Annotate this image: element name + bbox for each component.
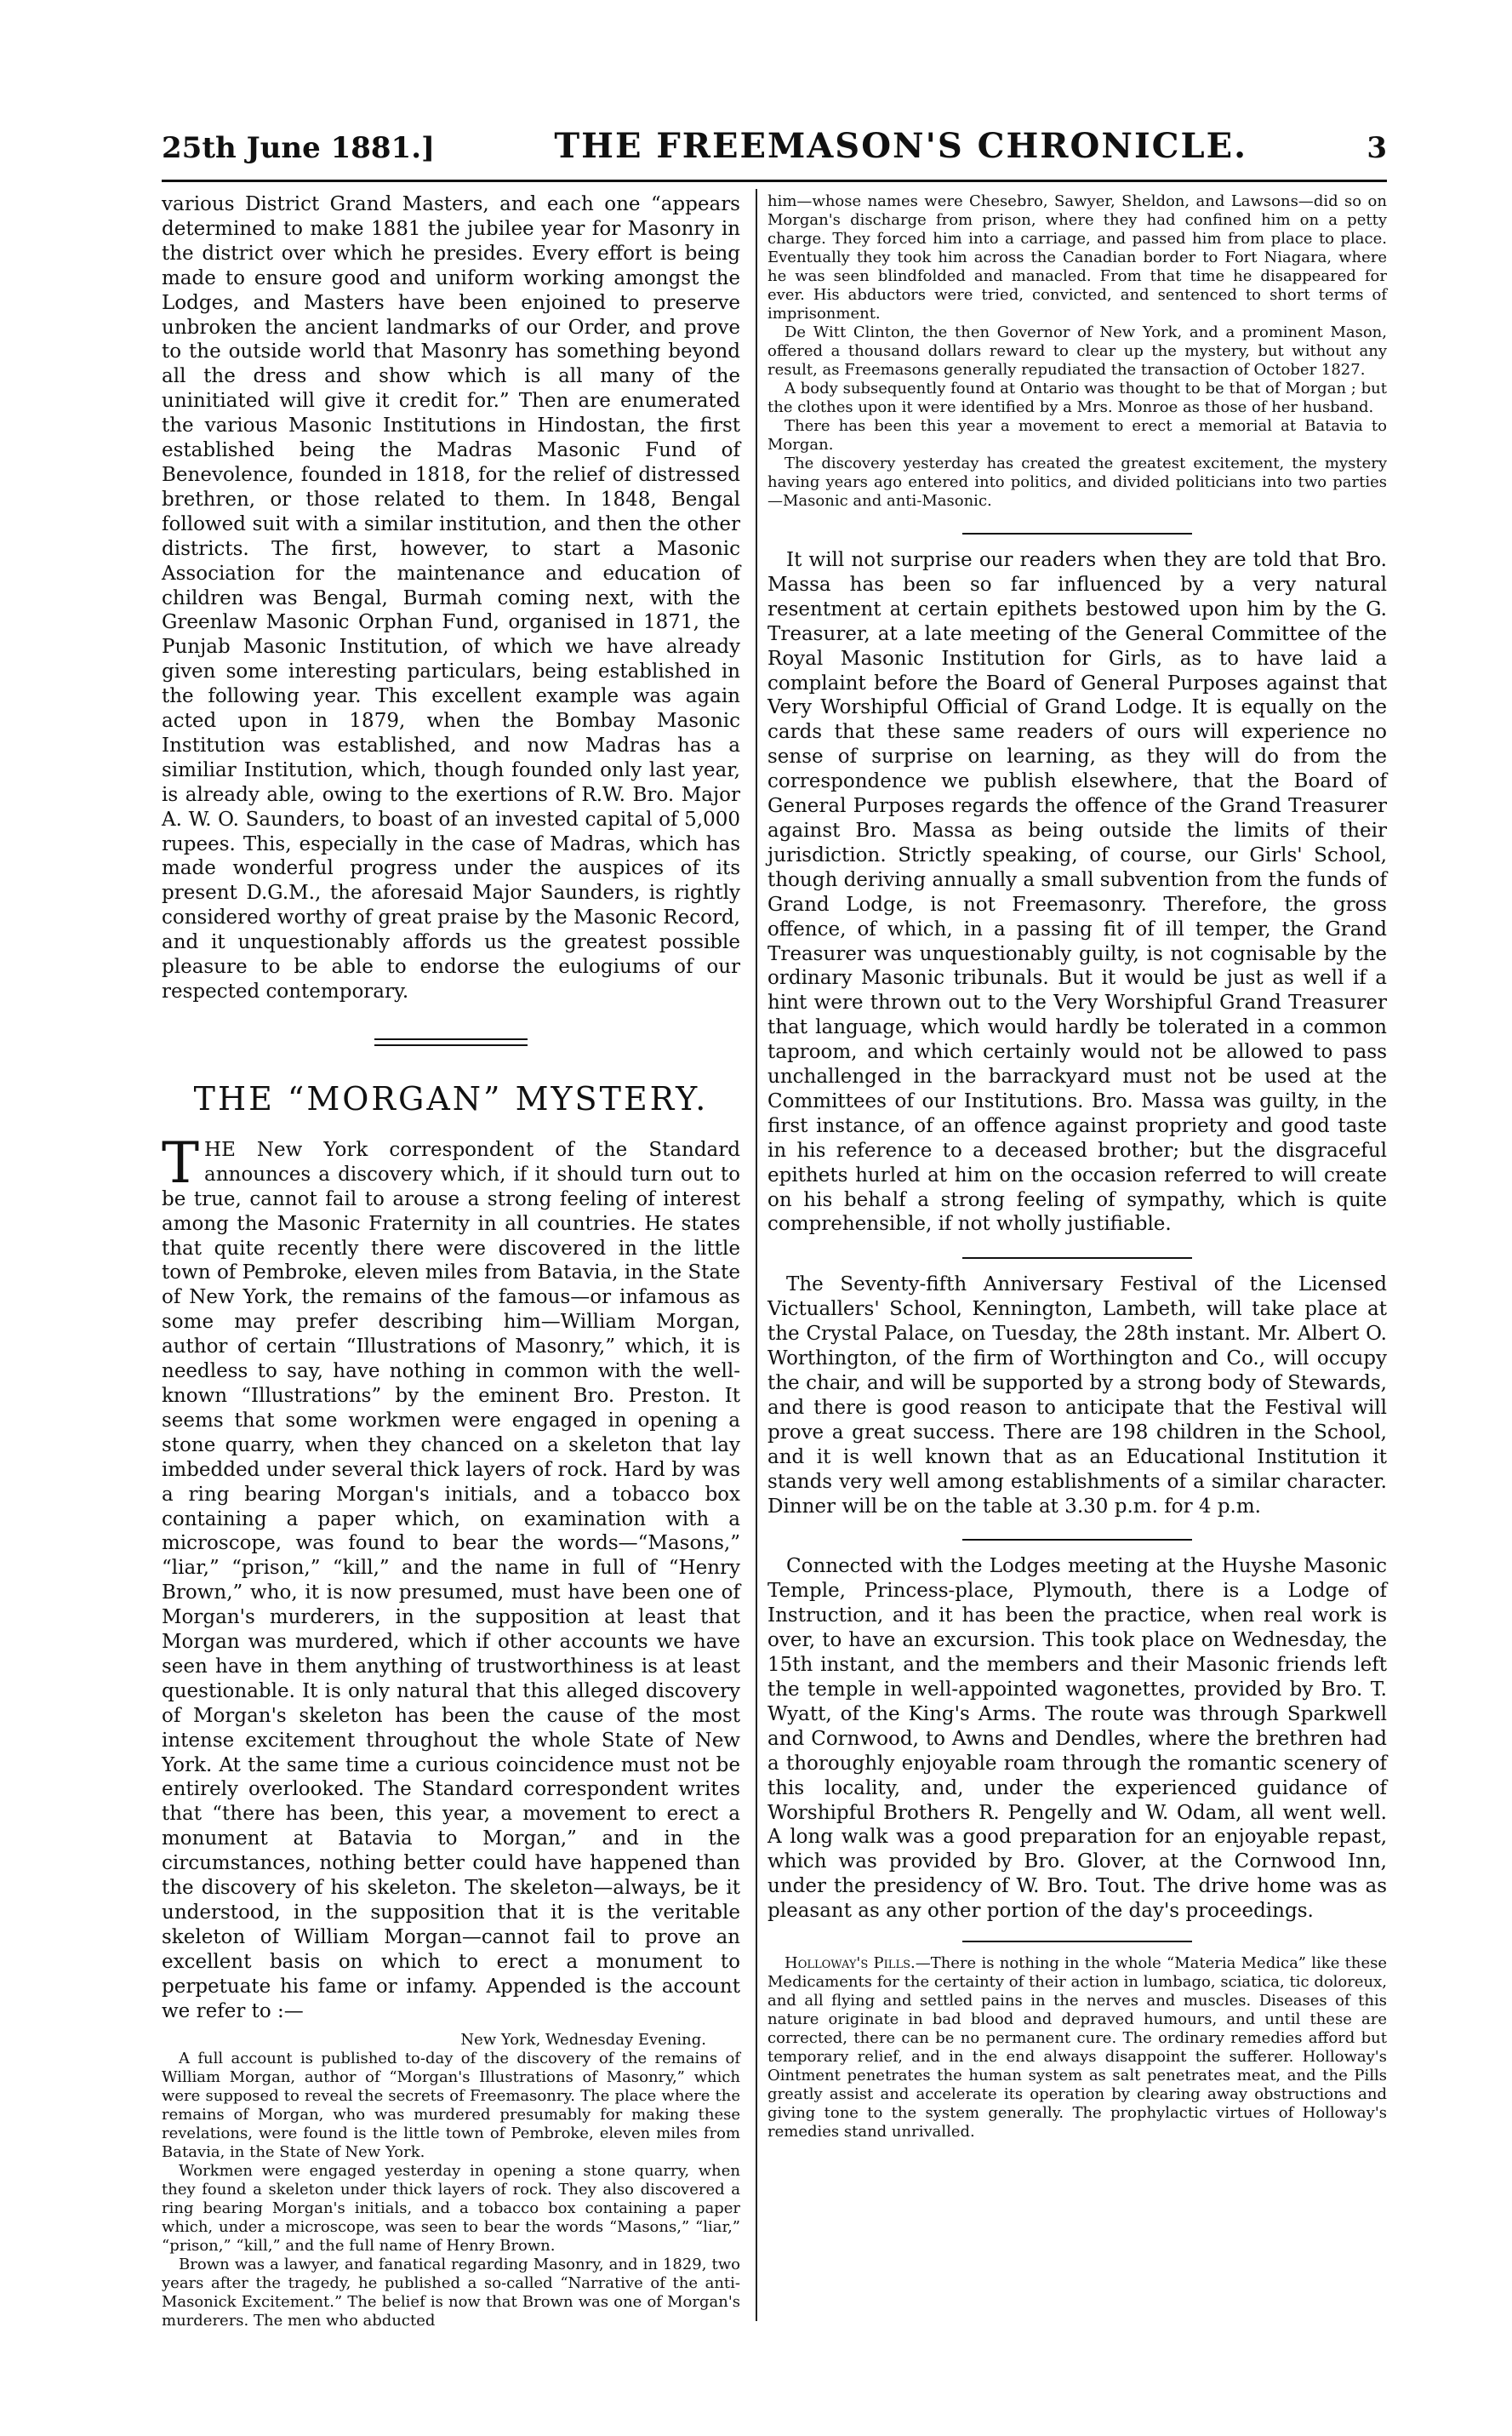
quoted-paragraph: A full account is published to-day of the discovery of the remains of William Morgan, author of “Morgan's Illustrations of Masonry,” which were supposed to reveal the secrets of Freemasonry. The place where the remains of Morgan, who was murdered presumably for making these revelations, were found is the little town of Pembroke, eleven miles from Batavia, in the State of New York. [162, 2049, 740, 2161]
morgan-lead-text: HE New York correspondent of the Standard announces a discovery which, if it should turn out to be true, cannot fail to arouse a strong feeling of interest among the Masonic Fraternity in all countries. He states that quite recently there were discovered in the little town of Pembroke, eleven miles from Batavia, in the State of New York, the remains of the famous—or infamous as some may prefer describing him—William Morgan, author of certain “Illustrations of Masonry,” which, it is needless to say, have nothing in common with the well-known “Illustrations” by the eminent Bro. Preston. It seems that some workmen were engaged in opening a stone quarry, when they chanced on a skeleton that lay imbedded under several thick layers of rock. Hard by was a ring bearing Morgan's initials, and a tobacco box containing a paper which, on examination with a microscope, was found to bear the words—“Masons,” “liar,” “prison,” “kill,” and the name in full of “Henry Brown,” who, it is now presumed, must have been one of Morgan's murderers, in the supposition at least that Morgan was murdered, which if other accounts we have seen have in them anything of trustworthiness is at least questionable. It is only natural that this alleged discovery of Morgan's skeleton has been the cause of the most intense excitement throughout the whole State of New York. At the same time a curious coincidence must not be entirely overlooked. The Standard correspondent writes that “there has been, this year, a movement to erect a monument at Batavia to Morgan,” and in the circumstances, nothing better could have happened than the discovery of his skeleton. The skeleton—always, be it understood, in the supposition that it is the veritable skeleton of William Morgan—cannot fail to prove an excellent basis on which to erect a monument to perpetuate his fame or infamy. Appended is the account we refer to :— [162, 1138, 740, 2022]
advertisement-text: —There is nothing in the whole “Materia Medica” like these Medicaments for the certainty of their action in lumbago, sciatica, tic doloreux, and all flying and settled pains in the nerves and muscles. Diseases of this nature originate in bad blood and depraved humours, and until these are corrected, there can be no permanent cure. The ordinary remedies afford but temporary relief, and in the end always disappoint the sufferer. Holloway's Ointment penetrates the human system as salt penetrates meat, and the Pills greatly assist and accelerate its operation by clearing away obstructions and giving tone to the system generally. The prophylactic virtues of Holloway's remedies stand unrivalled. [767, 1954, 1387, 2142]
column-divider [756, 189, 757, 2321]
page-number: 3 [1367, 131, 1387, 165]
advertisement-label: Holloway's Pills. [785, 1954, 916, 1973]
dateline: New York, Wednesday Evening. [460, 2030, 706, 2049]
quoted-paragraph: Workmen were engaged yesterday in opening a stone quarry, when they found a skeleton under thick layers of rock. They also discovered a ring bearing Morgan's initials, and a tobacco box containing a paper which, under a microscope, was seen to bear the words “Masons,” “liar,” “prison,” “kill,” and the full name of Henry Brown. [162, 2161, 740, 2255]
header-rule [162, 180, 1387, 182]
huyshe-paragraph: Connected with the Lodges meeting at the Huyshe Masonic Temple, Princess-place, Plymouth, there is a Lodge of Instruction, and it has been the practice, when real work is over, to have an excursion. This took place on Wednesday, the 15th instant, and the members and their Masonic friends left the temple in well-appointed wagonettes, provided by Bro. T. Wyatt, of the King's Arms. The route was through Sparkwell and Cornwood, to Awns and Dendles, where the brethren had a thoroughly enjoyable roam through the romantic scenery of this locality, and, under the experienced guidance of Worshipful Brothers R. Pengelly and W. Odam, all went well. A long walk was a good preparation for an enjoyable repast, which was provided by Bro. Glover, at the Cornwood Inn, under the presidency of W. Bro. Tout. The drive home was as pleasant as any other portion of the day's proceedings. [767, 1555, 1387, 1923]
drop-cap: T [162, 1129, 200, 1196]
publication-title: THE FREEMASON'S CHRONICLE. [554, 126, 1248, 166]
quoted-paragraph: There has been this year a movement to erect a memorial at Batavia to Morgan. [767, 417, 1387, 454]
issue-date: 25th June 1881.] [162, 131, 436, 165]
right-column [767, 192, 1387, 2320]
massa-paragraph: It will not surprise our readers when they are told that Bro. Massa has been so far influenced by a very natural resentment at certain epithets bestowed upon him by the G. Treasurer, at a late meeting of the General Committee of the Royal Masonic Institution for Girls, as to have laid a complaint before the Board of General Purposes against that Very Worshipful Official of Grand Lodge. It is equally on the cards that these same readers of ours will experience no sense of surprise on learning, as they will do from the correspondence we publish elsewhere, that the Board of General Purposes regards the offence of the Grand Treasurer against Bro. Massa as being outside the limits of their jurisdiction. Strictly speaking, of course, our Girls' School, though deriving annually a small subvention from the funds of Grand Lodge, is not Freemasonry. Therefore, the gross offence, of which, in a passing fit of ill temper, the Grand Treasurer was unquestionably guilty, is not cognisable by the ordinary Masonic tribunals. But it would be just as well if a hint were thrown out to the Very Worshipful Grand Treasurer that language, which would hardly be tolerated in a common taproom, and which certainly would not be allowed to pass unchallenged in the barrackyard must not be used at the Committees of our Institutions. Bro. Massa was guilty, in the first instance, of an offence against propriety and good taste in his reference to a deceased brother; but the disgraceful epithets hurled at him on the occasion referred to will create on his behalf a strong feeling of sympathy, which is quite comprehensible, if not wholly justifiable. [767, 549, 1387, 1236]
left-column [162, 192, 740, 2330]
quoted-paragraph: Brown was a lawyer, and fanatical regarding Masonry, and in 1829, two years after the tragedy, he published a so-called “Narrative of the anti-Masonick Excitement.” The belief is now that Brown was one of Morgan's murderers. The men who abducted [162, 2255, 740, 2330]
quoted-paragraph: A body subsequently found at Ontario was thought to be that of Morgan ; but the clothes upon it were identified by a Mrs. Monroe as those of her husband. [767, 380, 1387, 416]
morgan-lead-paragraph [162, 1129, 740, 2024]
article-headline: THE “MORGAN” MYSTERY. [193, 1079, 709, 1118]
quoted-paragraph: De Witt Clinton, the then Governor of New York, and a prominent Mason, offered a thousand dollars reward to clear up the mystery, but without any result, as Freemasons generally repudiated the transaction of October 1827. [767, 323, 1387, 379]
continuation-paragraph: various District Grand Masters, and each one “appears determined to make 1881 the jubilee year for Masonry in the district over which he presides. Every effort is being made to ensure good and uniform working amongst the Lodges, and Masters have been enjoined to preserve unbroken the ancient landmarks of our Order, and prove to the outside world that Masonry has something beyond all the dress and show which is all many of the uninitiated will give it credit for.” Then are enumerated the various Masonic Institutions in Hindostan, the first established being the Madras Masonic Fund of Benevolence, founded in 1818, for the relief of distressed brethren, or those related to them. In 1848, Bengal followed suit with a similar institution, and then the other districts. The first, however, to start a Masonic Association for the maintenance and education of children was Bengal, Burmah coming next, with the Greenlaw Masonic Orphan Fund, organised in 1871, the Punjab Masonic Institution, of which we have already given some interesting particulars, being established in the following year. This excellent example was again acted upon in 1879, when the Bombay Masonic Institution was established, and now Madras has a similiar Institution, which, though founded only last year, is already able, owing to the exertions of R.W. Bro. Major A. W. O. Saunders, to boast of an invested capital of 5,000 rupees. This, especially in the case of Madras, which has made wonderful progress under the auspices of its present D.G.M., the aforesaid Major Saunders, is rightly considered worthy of great praise by the Masonic Record, and it unquestionably affords us the greatest possible pleasure to be able to endorse the eulogiums of our respected contemporary. [162, 193, 740, 1003]
advertisement-paragraph [767, 1954, 1387, 2142]
quoted-paragraph: him—whose names were Chesebro, Sawyer, Sheldon, and Lawsons—did so on Morgan's discharge from prison, where they had confined him on a petty charge. They forced him into a carriage, and passed him from place to place. Eventually they took him across the Canadian border to Fort Niagara, where he was seen blindfolded and manacled. From that time he disappeared for ever. His abductors were tried, convicted, and sentenced to short terms of imprisonment. [767, 192, 1387, 323]
running-header [162, 126, 1387, 177]
festival-paragraph: The Seventy-fifth Anniversary Festival of the Licensed Victuallers' School, Kennington, Lambeth, will take place at the Crystal Palace, on Tuesday, the 28th instant. Mr. Albert O. Worthington, of the firm of Worthington and Co., will occupy the chair, and will be supported by a strong body of Stewards, and there is good reason to anticipate that the Festival will prove a great success. There are 198 children in the School, and it is well known that as an Educational Institution it stands very well among establishments of a similar character. Dinner will be on the table at 3.30 p.m. for 4 p.m. [767, 1273, 1387, 1518]
quoted-paragraph: The discovery yesterday has created the greatest excitement, the mystery having years ago entered into politics, and divided politicians into two parties—Masonic and anti-Masonic. [767, 455, 1387, 510]
section-divider [374, 1038, 528, 1046]
